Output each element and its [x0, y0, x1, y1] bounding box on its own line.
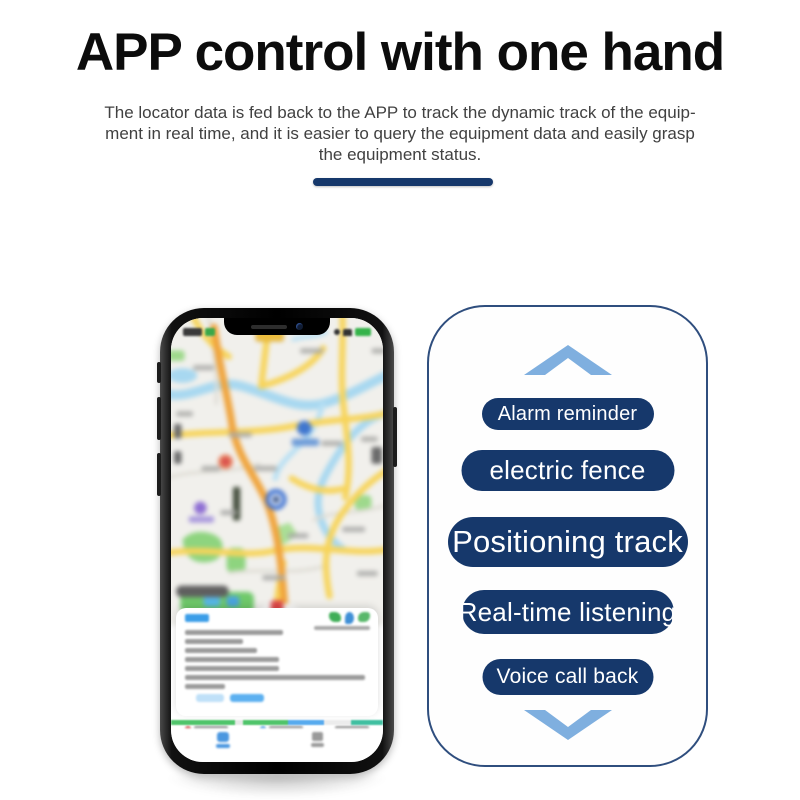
mute-switch	[157, 362, 161, 383]
device-info-content	[176, 608, 378, 716]
speaker-grille	[251, 325, 287, 329]
wifi-icon	[343, 329, 352, 336]
page-title: APP control with one hand	[75, 23, 725, 82]
volume-up-button	[157, 397, 161, 440]
phone-notch	[224, 318, 330, 335]
tab-bar	[171, 728, 383, 762]
subtitle-line-1: The locator data is fed back to the APP to track the dynamic track of the equip-	[104, 103, 696, 122]
device-detail-lines	[185, 630, 365, 693]
feature-pill-real-time-listening: Real-time listening	[462, 590, 674, 634]
card-button-primary	[230, 694, 264, 702]
device-tag-chip	[185, 614, 209, 622]
subtitle	[0, 102, 800, 165]
subtitle-line-3: the equipment status.	[318, 145, 482, 164]
card-buttons	[196, 694, 264, 702]
divider-bar	[313, 178, 493, 186]
power-button	[393, 407, 397, 467]
card-action-icons	[329, 612, 370, 624]
phone-reflection	[166, 776, 388, 798]
phone-screen	[171, 318, 383, 762]
subtitle-line-2: ment in real time, and it is easier to query the equipment data and easily grasp	[105, 124, 695, 143]
phone-mockup	[160, 308, 394, 774]
leaf-icon	[329, 612, 341, 622]
device-info-card	[176, 608, 378, 716]
feature-pill-alarm-reminder: Alarm reminder	[482, 398, 654, 430]
signal-icon	[205, 328, 215, 336]
leaf-icon	[358, 612, 370, 622]
feature-pill-electric-fence: electric fence	[461, 450, 674, 491]
list-tab-icon	[311, 732, 324, 747]
map-image	[171, 318, 383, 626]
chevron-up-icon	[524, 345, 612, 375]
battery-icon	[355, 328, 371, 336]
feature-pill-voice-call-back: Voice call back	[482, 659, 653, 695]
progress-strip	[171, 720, 383, 725]
chevron-down-icon	[524, 710, 612, 740]
front-camera-icon	[296, 323, 303, 330]
volume-down-button	[157, 453, 161, 496]
map-pin-icon	[345, 612, 354, 624]
card-button-secondary	[196, 694, 224, 702]
feature-pill-positioning-track: Positioning track	[448, 517, 688, 567]
location-tab-icon	[216, 732, 230, 748]
features-panel	[427, 305, 708, 767]
clock-blob	[183, 328, 202, 336]
location-icon	[334, 329, 340, 335]
